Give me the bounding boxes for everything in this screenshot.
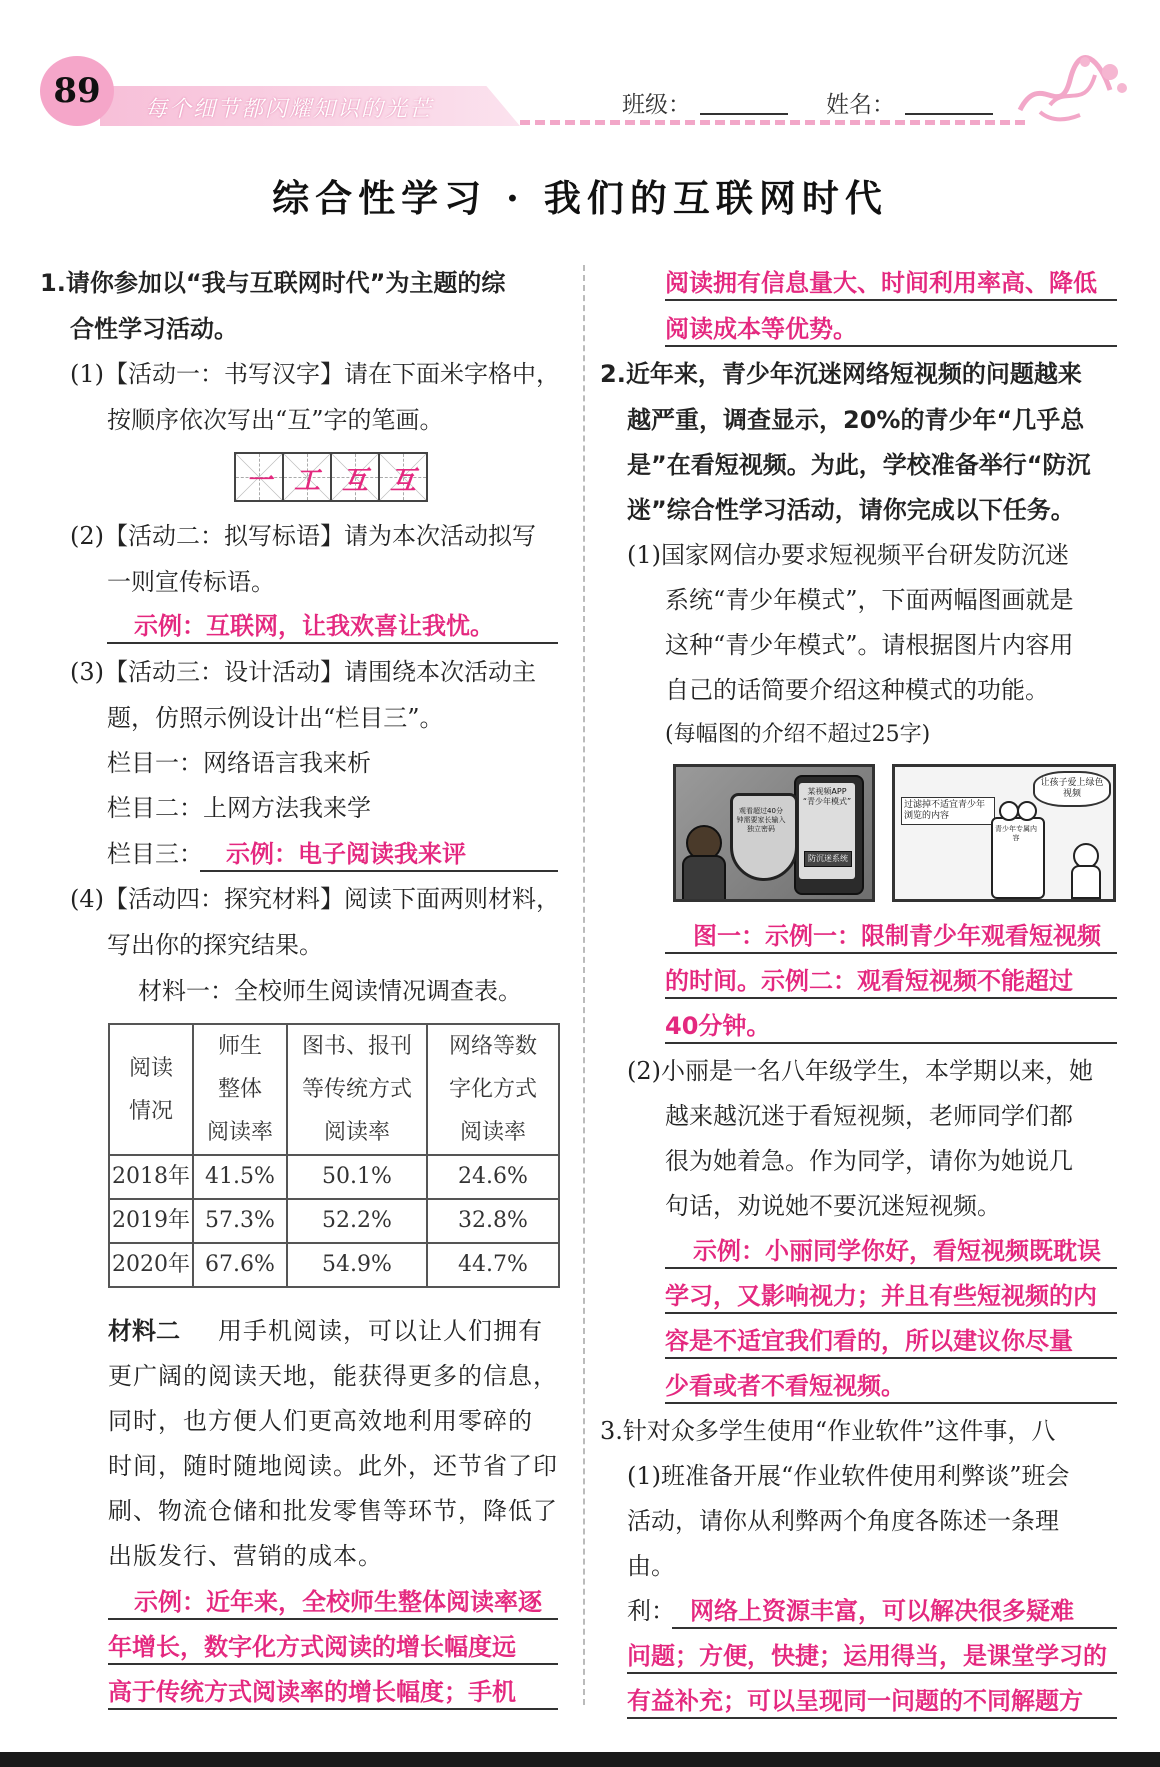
q2-line: 2.近年来，青少年沉迷网络短视频的问题越来 <box>600 360 1082 388</box>
name-field[interactable] <box>905 113 993 115</box>
activity4-answer-line[interactable]: 示例：近年来，全校师生整体阅读率逐 <box>108 1586 558 1620</box>
q3-line: 由。 <box>627 1552 675 1580</box>
table-cell: 52.2% <box>287 1199 427 1243</box>
mode-name: “青少年模式” <box>802 797 852 806</box>
stroke-4: 互 <box>389 466 416 496</box>
q2-task2-answer-line[interactable]: 少看或者不看短视频。 <box>665 1370 1117 1404</box>
table-header-cell: 图书、报刊 等传统方式 阅读率 <box>287 1024 427 1155</box>
grid-cell[interactable] <box>282 452 332 502</box>
advantage-answer-line[interactable]: 问题；方便，快捷；运用得当，是课堂学习的 <box>627 1640 1117 1674</box>
q2-task1-line: 系统“青少年模式”，下面两幅图画就是 <box>665 586 1074 614</box>
class-field[interactable] <box>700 113 788 115</box>
q2-task2-line: 句话，劝说她不要沉迷短视频。 <box>665 1192 1001 1220</box>
page-title: 综合性学习 · 我们的互联网时代 <box>272 176 888 220</box>
activity2-line-2: 一则宣传标语。 <box>107 568 275 596</box>
q3-line: 活动，请你从利弊两个角度各陈述一条理 <box>627 1507 1059 1535</box>
activity3-line-1: (3)【活动三：设计活动】请围绕本次活动主 <box>70 658 536 686</box>
material-two-line: 刷、物流仓储和批发零售等环节，降低了 <box>108 1497 558 1525</box>
activity4-answer-line[interactable]: 高于传统方式阅读率的增长幅度；手机 <box>108 1676 558 1710</box>
table-cell: 50.1% <box>287 1155 427 1199</box>
activity4-answer-line[interactable]: 阅读成本等优势。 <box>665 313 1117 347</box>
table-header-cell: 师生 整体 阅读率 <box>193 1024 287 1155</box>
shield-text: 观看超过40分钟需要家长输入独立密码 <box>736 807 786 833</box>
column-two: 栏目二：上网方法我来学 <box>107 794 371 822</box>
table-row <box>109 1199 559 1243</box>
stroke-3: 互 <box>341 466 368 496</box>
activity1-line-2: 按顺序依次写出“互”字的笔画。 <box>107 406 444 434</box>
activity1-line-1: (1)【活动一：书写汉字】请在下面米字格中， <box>70 360 560 388</box>
q3-line: 3.针对众多学生使用“作业软件”这件事，八 <box>600 1417 1056 1445</box>
table-cell: 24.6% <box>427 1155 559 1199</box>
header-dashed-line <box>520 120 1025 125</box>
material-two-line: 出版发行、营销的成本。 <box>108 1542 383 1570</box>
stroke-1: 一 <box>245 466 272 496</box>
class-label: 班级： <box>622 92 691 118</box>
activity2-line-1: (2)【活动二：拟写标语】请为本次活动拟写 <box>70 522 536 550</box>
table-cell: 41.5% <box>193 1155 287 1199</box>
material-two-line: 更广阔的阅读天地，能获得更多的信息， <box>108 1362 558 1390</box>
material-one-title: 材料一：全校师生阅读情况调查表。 <box>138 977 522 1005</box>
stroke-2: 工 <box>293 466 320 496</box>
reading-survey-table <box>108 1023 560 1288</box>
grid-cell[interactable] <box>330 452 380 502</box>
q2-task2-line: 越来越沉迷于看短视频，老师同学们都 <box>665 1102 1073 1130</box>
q2-task1-answer-line[interactable]: 40分钟。 <box>665 1010 1117 1044</box>
q2-task1-line: 自己的话简要介绍这种模式的功能。 <box>665 676 1049 704</box>
q2-task2-answer-line[interactable]: 容是不适宜我们看的，所以建议你尽量 <box>665 1325 1117 1359</box>
material-two-line: 同时，也方便人们更高效地利用零碎的 <box>108 1407 533 1435</box>
table-row <box>109 1243 559 1287</box>
grid-cell[interactable] <box>378 452 428 502</box>
q1-line-2: 合性学习活动。 <box>70 315 238 343</box>
advantage-label: 利： <box>627 1597 675 1625</box>
table-cell: 2018年 <box>109 1155 193 1199</box>
bottom-bar <box>0 1752 1160 1767</box>
q1-line-1: 1.请你参加以“我与互联网时代”为主题的综 <box>40 269 506 297</box>
material-two-line: 用手机阅读，可以让人们拥有 <box>218 1317 543 1345</box>
activity3-line-2: 题，仿照示例设计出“栏目三”。 <box>107 704 444 732</box>
column-three-label: 栏目三： <box>107 840 203 868</box>
illustration-one <box>673 764 875 902</box>
column-three-answer[interactable]: 示例：电子阅读我来评 <box>200 838 558 872</box>
flourish-icon <box>1010 50 1130 130</box>
advantage-answer-line[interactable]: 有益补充；可以呈现同一问题的不同解题方 <box>627 1685 1117 1719</box>
q2-task1-line: 这种“青少年模式”。请根据图片内容用 <box>665 631 1074 659</box>
table-header-cell: 阅读 情况 <box>109 1024 193 1155</box>
table-cell: 2019年 <box>109 1199 193 1243</box>
table-cell: 57.3% <box>193 1199 287 1243</box>
screen-text: 青少年专属内容 <box>995 825 1037 842</box>
table-cell: 44.7% <box>427 1243 559 1287</box>
q2-line: 是”在看短视频。为此，学校准备举行“防沉 <box>627 451 1091 479</box>
page-number: 89 <box>40 56 114 126</box>
illustration-two <box>892 764 1116 902</box>
app-name: 某视频APP <box>807 787 847 796</box>
table-row <box>109 1155 559 1199</box>
advantage-answer-line[interactable]: 网络上资源丰富，可以解决很多疑难 <box>672 1595 1117 1629</box>
activity2-answer[interactable]: 示例：互联网，让我欢喜让我忧。 <box>107 610 558 644</box>
q2-task2-line: 很为她着急。作为同学，请你为她说几 <box>665 1147 1073 1175</box>
speech-bubble: 让孩子爱上绿色视频 <box>1033 771 1111 807</box>
q2-task1-answer-line[interactable]: 图一：示例一：限制青少年观看短视频 <box>665 920 1117 954</box>
anti-addiction-badge: 防沉迷系统 <box>804 851 852 867</box>
grid-cell[interactable] <box>234 452 284 502</box>
table-cell: 2020年 <box>109 1243 193 1287</box>
q2-task1-line: (每幅图的介绍不超过25字) <box>665 722 931 747</box>
slogan-text: 每个细节都闪耀知识的光芒 <box>145 97 434 122</box>
column-divider <box>583 265 585 1705</box>
table-header-row <box>109 1024 559 1155</box>
table-header-cell: 网络等数 字化方式 阅读率 <box>427 1024 559 1155</box>
q2-task2-answer-line[interactable]: 示例：小丽同学你好，看短视频既耽误 <box>665 1235 1117 1269</box>
column-one: 栏目一：网络语言我来析 <box>107 749 371 777</box>
q2-task2-line: (2)小丽是一名八年级学生，本学期以来，她 <box>627 1057 1093 1085</box>
activity4-line-1: (4)【活动四：探究材料】阅读下面两则材料， <box>70 885 560 913</box>
table-cell: 32.8% <box>427 1199 559 1243</box>
q2-task1-answer-line[interactable]: 的时间。示例二：观看短视频不能超过 <box>665 965 1117 999</box>
q2-line: 越严重，调查显示，20%的青少年“几乎总 <box>627 406 1085 434</box>
q2-line: 迷”综合性学习活动，请你完成以下任务。 <box>627 496 1075 524</box>
material-two-line: 时间，随时随地阅读。此外，还节省了印 <box>108 1452 558 1480</box>
name-label: 姓名： <box>826 92 895 118</box>
mizi-writing-grid[interactable] <box>234 452 426 502</box>
activity4-answer-line[interactable]: 阅读拥有信息量大、时间利用率高、降低 <box>665 267 1117 301</box>
q2-task2-answer-line[interactable]: 学习，又影响视力；并且有些短视频的内 <box>665 1280 1117 1314</box>
activity4-line-2: 写出你的探究结果。 <box>107 931 323 959</box>
q2-task1-line: (1)国家网信办要求短视频平台研发防沉迷 <box>627 541 1069 569</box>
activity4-answer-line[interactable]: 年增长，数字化方式阅读的增长幅度远 <box>108 1631 558 1665</box>
material-two-label: 材料二 <box>108 1317 180 1345</box>
q3-line: (1)班准备开展“作业软件使用利弊谈”班会 <box>627 1462 1070 1490</box>
table-cell: 54.9% <box>287 1243 427 1287</box>
filter-text: 过滤掉不适宜青少年浏览的内容 <box>901 797 995 825</box>
table-cell: 67.6% <box>193 1243 287 1287</box>
